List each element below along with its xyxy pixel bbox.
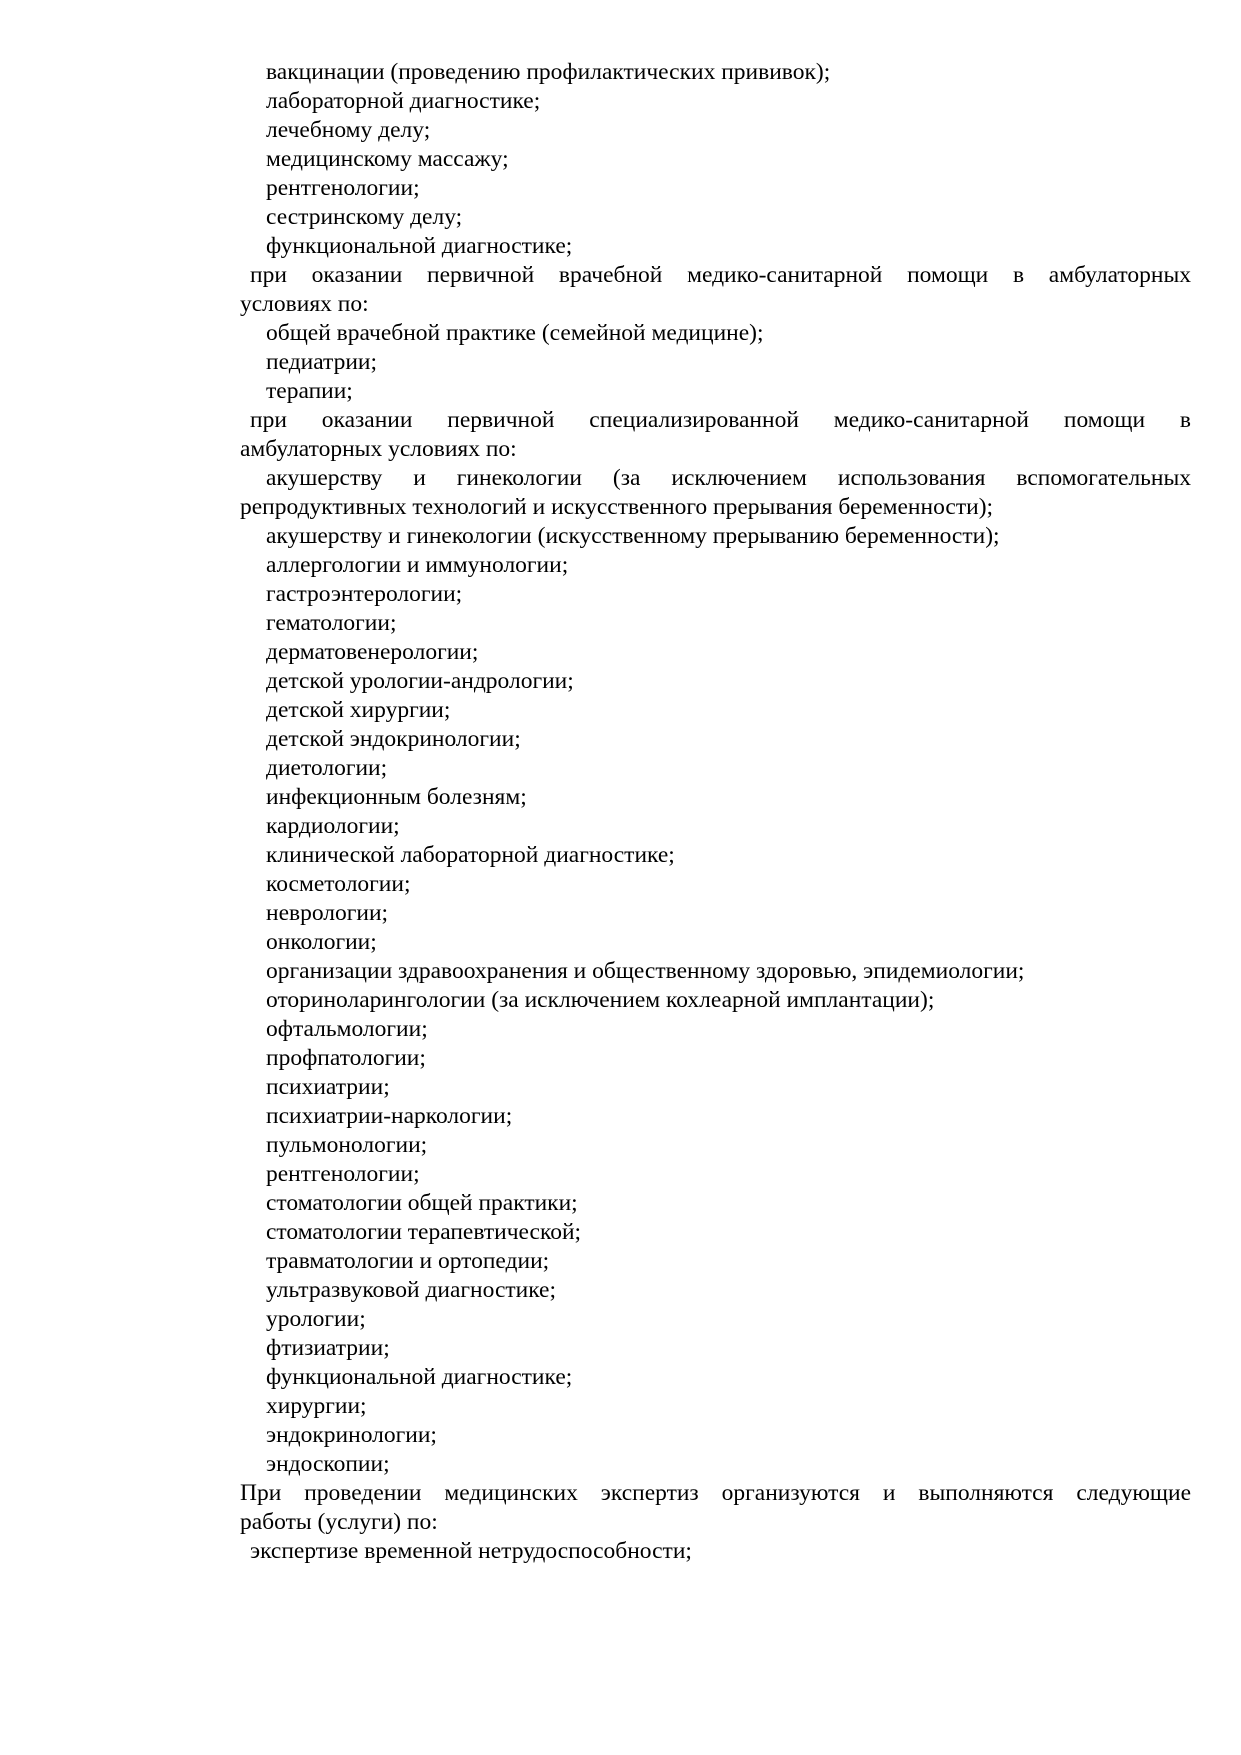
text-line: фтизиатрии; [266, 1335, 390, 1361]
text-line: психиатрии; [266, 1074, 390, 1100]
document-page [240, 58, 1191, 1566]
text-line: гематологии; [266, 610, 397, 636]
text-line: работы (услуги) по: [240, 1509, 438, 1535]
text-line: дерматовенерологии; [266, 639, 479, 665]
text-line: репродуктивных технологий и искусственного прерывания беременности); [240, 494, 994, 520]
text-line: условиях по: [240, 291, 369, 317]
text-line: рентгенологии; [266, 1161, 420, 1187]
text-line: акушерству и гинекологии (искусственному прерыванию беременности); [266, 523, 1000, 549]
text-line: онкологии; [266, 929, 377, 955]
text-line: стоматологии общей практики; [266, 1190, 578, 1216]
text-line: при оказании первичной врачебной медико-санитарной помощи в амбулаторных [250, 262, 1191, 288]
text-line: детской эндокринологии; [266, 726, 521, 752]
text-line: функциональной диагностике; [266, 233, 573, 259]
text-line: педиатрии; [266, 349, 378, 375]
text-line: амбулаторных условиях по: [240, 436, 517, 462]
text-line: детской хирургии; [266, 697, 451, 723]
text-line: общей врачебной практике (семейной медицине); [266, 320, 764, 346]
text-line: кардиологии; [266, 813, 400, 839]
text-line: стоматологии терапевтической; [266, 1219, 582, 1245]
text-line: неврологии; [266, 900, 389, 926]
text-line: акушерству и гинекологии (за исключением использования вспомогательных [266, 465, 1191, 491]
text-line: экспертизе временной нетрудоспособности; [250, 1538, 692, 1564]
text-line: детской урологии-андрологии; [266, 668, 574, 694]
text-line: аллергологии и иммунологии; [266, 552, 569, 578]
text-line: диетологии; [266, 755, 388, 781]
text-line: лечебному делу; [266, 117, 431, 143]
text-line: пульмонологии; [266, 1132, 428, 1158]
text-line: сестринскому делу; [266, 204, 463, 230]
text-line: офтальмологии; [266, 1016, 428, 1042]
text-line: инфекционным болезням; [266, 784, 527, 810]
text-line: косметологии; [266, 871, 411, 897]
text-line: рентгенологии; [266, 175, 420, 201]
text-line: клинической лабораторной диагностике; [266, 842, 675, 868]
text-line: хирургии; [266, 1393, 367, 1419]
text-line: лабораторной диагностике; [266, 88, 541, 114]
text-line: вакцинации (проведению профилактических прививок); [266, 59, 831, 85]
text-line: профпатологии; [266, 1045, 426, 1071]
text-line: урологии; [266, 1306, 366, 1332]
text-line: При проведении медицинских экспертиз организуются и выполняются следующие [240, 1480, 1191, 1506]
text-line: эндокринологии; [266, 1422, 437, 1448]
text-line: оториноларингологии (за исключением кохлеарной имплантации); [266, 987, 935, 1013]
text-line: психиатрии-наркологии; [266, 1103, 513, 1129]
text-line: эндоскопии; [266, 1451, 390, 1477]
text-line: ультразвуковой диагностике; [266, 1277, 557, 1303]
text-line: гастроэнтерологии; [266, 581, 463, 607]
text-line: медицинскому массажу; [266, 146, 509, 172]
text-line: организации здравоохранения и общественному здоровью, эпидемиологии; [266, 958, 1025, 984]
text-line: травматологии и ортопедии; [266, 1248, 550, 1274]
text-line: функциональной диагностике; [266, 1364, 573, 1390]
text-line: терапии; [266, 378, 353, 404]
text-line: при оказании первичной специализированной медико-санитарной помощи в [250, 407, 1191, 433]
